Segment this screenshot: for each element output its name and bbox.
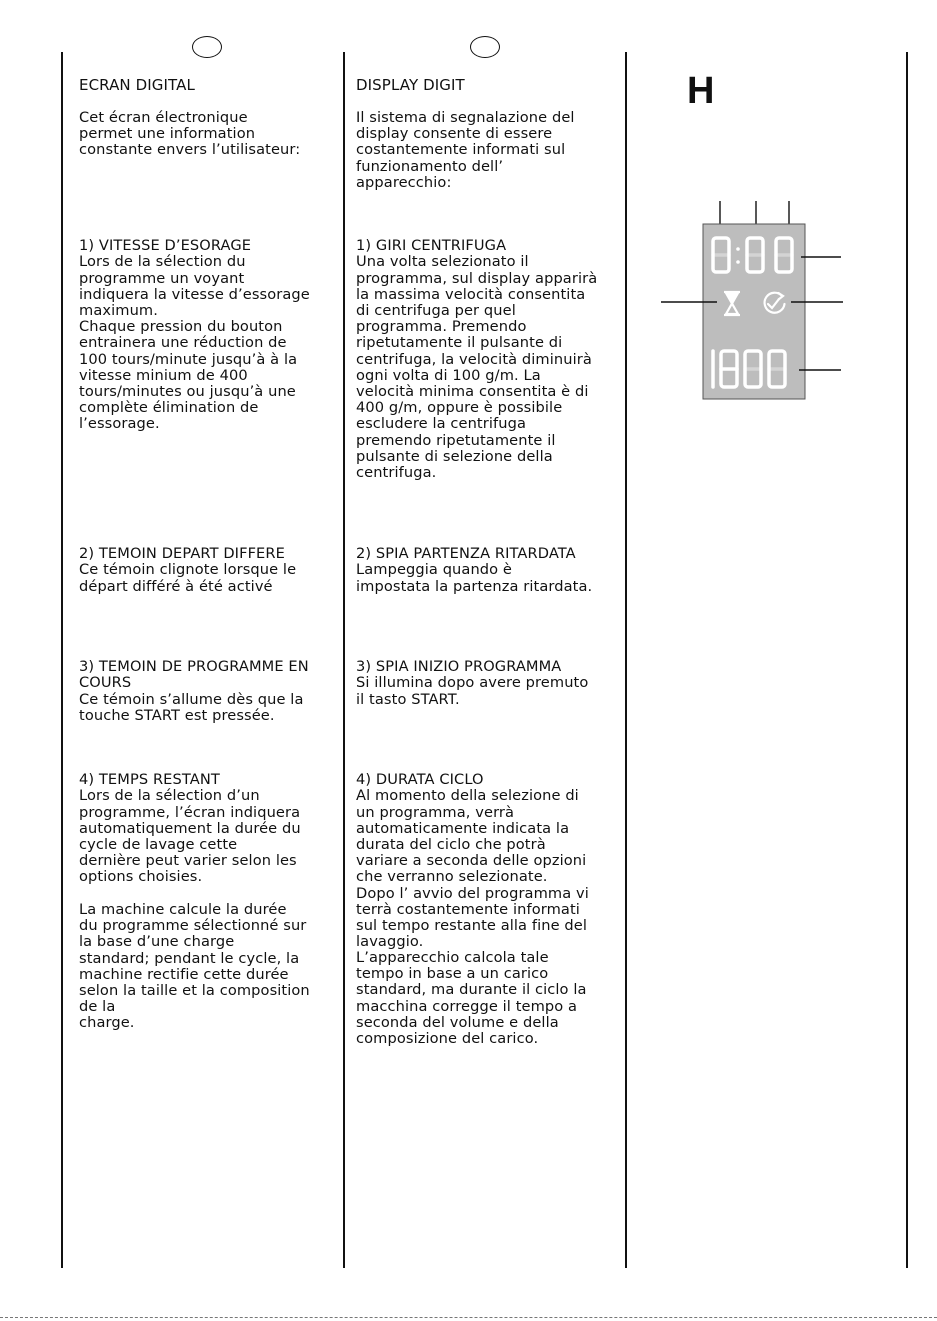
spin-speed-text: Una volta selezionato il programma, sul display apparirà la massima velocità consentita di centrifuga per quel programma. Premendo ripetutamente il pulsante di centrifuga, la velocità diminuirà ogni volta di 100 g/m. La velocità minima consentita è di 400 g/m, oppure è possibile escludere la centrifuga premendo ripetutamente il pulsante di selezione della centrifuga. <box>356 253 598 482</box>
spin-speed-section <box>79 222 310 433</box>
program-running-section <box>79 643 309 724</box>
program-running-heading: 3) TEMOIN DE PROGRAMME EN COURS <box>79 658 309 692</box>
language-marker-fr <box>192 36 222 58</box>
intro-paragraph: Il sistema di segnalazione del display consente di essere costantemente informati sul funzionamento dell’ apparecchio: <box>356 109 575 191</box>
figure-letter: H <box>687 70 715 112</box>
spin-speed-section <box>356 222 597 481</box>
section-title: DISPLAY DIGIT <box>356 76 465 94</box>
program-running-section <box>356 643 588 708</box>
delay-start-section <box>356 530 592 595</box>
spin-speed-heading: 1) VITESSE D’ESORAGE <box>79 237 252 255</box>
language-marker-it <box>470 36 500 58</box>
column-rule-2 <box>343 52 345 1268</box>
digital-display-diagram <box>661 200 845 402</box>
delay-start-section <box>79 530 296 595</box>
column-rule-3 <box>625 52 627 1268</box>
section-title: ECRAN DIGITAL <box>79 76 195 94</box>
remaining-time-text: Lors de la sélection d’un programme, l’écran indiquera automatiquement la durée du cycle de lavage cette dernière peut varier selon les options choisies. <box>79 787 301 886</box>
remaining-time-heading: 4) DURATA CICLO <box>356 771 484 789</box>
column-rule-4 <box>906 52 908 1268</box>
delay-start-text: Lampeggia quando è impostata la partenza ritardata. <box>356 561 593 595</box>
delay-start-heading: 2) SPIA PARTENZA RITARDATA <box>356 545 576 563</box>
page-bottom-edge <box>0 1317 937 1318</box>
calculation-paragraph: La machine calcule la durée du programme sélectionné sur la base d’une charge standard; pendant le cycle, la machine rectifie cette durée selon la taille et la composition de la charge. <box>79 901 310 1032</box>
delay-start-text: Ce témoin clignote lorsque le départ différé à été activé <box>79 561 297 595</box>
remaining-time-text: Al momento della selezione di un programma, verrà automaticamente indicata la durata del ciclo che potrà variare a seconda delle opzioni che verranno selezionate. Dopo l’ avvio del programma vi terrà costantemente informati sul tempo restante alla fine del lavaggio. <box>356 787 589 951</box>
column-rule-1 <box>61 52 63 1268</box>
display-panel <box>703 224 805 399</box>
program-running-heading: 3) SPIA INIZIO PROGRAMMA <box>356 658 562 676</box>
program-running-text: Si illumina dopo avere premuto il tasto START. <box>356 674 589 708</box>
remaining-time-section <box>79 756 301 886</box>
calculation-paragraph: L’apparecchio calcola tale tempo in base a un carico standard, ma durante il ciclo la macchina corregge il tempo a seconda del volume e della composizione del carico. <box>356 949 587 1048</box>
remaining-time-heading: 4) TEMPS RESTANT <box>79 771 220 789</box>
remaining-time-section <box>356 756 589 950</box>
delay-start-heading: 2) TEMOIN DEPART DIFFERE <box>79 545 285 563</box>
program-running-text: Ce témoin s’allume dès que la touche START est pressée. <box>79 690 304 724</box>
spin-speed-heading: 1) GIRI CENTRIFUGA <box>356 237 507 255</box>
spin-speed-text: Lors de la sélection du programme un voyant indiquera la vitesse d’essorage maximum. Chaque pression du bouton entrainera une réduction de 100 tours/minute jusqu’à à la vitesse minium de 400 tours/minutes ou jusqu’à une complète élimination de l’essorage. <box>79 253 310 433</box>
intro-paragraph: Cet écran électronique permet une information constante envers l’utilisateur: <box>79 109 301 159</box>
